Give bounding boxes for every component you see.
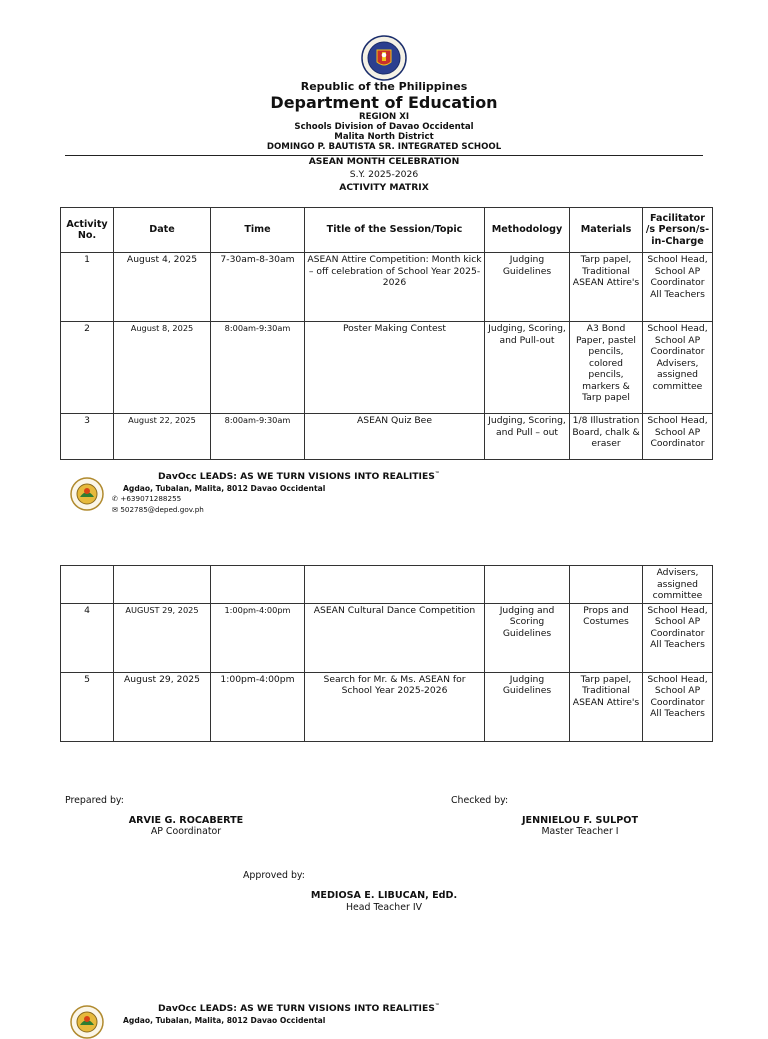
region-line: REGION XI	[358, 112, 410, 122]
table-row	[61, 414, 713, 460]
cell-materials: 1/8 Illustration Board, chalk & eraser	[570, 414, 643, 460]
cell-materials: Tarp papel, Traditional ASEAN Attire's	[570, 672, 643, 741]
table-row-continuation	[61, 566, 713, 604]
footer-email: 502785@deped.gov.ph	[120, 505, 204, 514]
cell-facilitator: School Head, School AP Coordinator All Teachers	[643, 672, 713, 741]
cell-date: AUGUST 29, 2025	[114, 603, 211, 672]
footer-phone: +639071288255	[120, 494, 182, 503]
cell-facilitator: Advisers, assigned committee	[643, 566, 713, 604]
table-row	[61, 603, 713, 672]
event-title: ASEAN MONTH CELEBRATION	[308, 156, 460, 167]
cell-facilitator: School Head, School AP Coordinator All Teachers	[643, 253, 713, 322]
cell-methodology: Judging Guidelines	[485, 253, 570, 322]
department-title: Department of Education	[270, 93, 498, 112]
cell-date: August 4, 2025	[114, 253, 211, 322]
table-header-row	[61, 208, 713, 253]
cell-title: ASEAN Quiz Bee	[305, 414, 485, 460]
footer-phone-line	[112, 494, 181, 503]
cell-no: 4	[61, 603, 114, 672]
sdo-davao-occidental-logo	[70, 1005, 104, 1039]
republic-line: Republic of the Philippines	[300, 80, 468, 93]
cell-date: August 29, 2025	[114, 672, 211, 741]
cell-time: 8:00am-9:30am	[211, 322, 305, 414]
footer-tagline: DavOcc LEADS: AS WE TURN VISIONS INTO REALITIES™	[158, 471, 440, 483]
approved-by-label: Approved by:	[243, 870, 305, 881]
prepared-by-role: AP Coordinator	[150, 826, 222, 837]
cell-methodology: Judging, Scoring, and Pull-out	[485, 322, 570, 414]
footer-email-line	[112, 505, 204, 514]
cell-facilitator: School Head, School AP Coordinator All Teachers	[643, 603, 713, 672]
cell-time: 1:00pm-4:00pm	[211, 672, 305, 741]
checked-by-role: Master Teacher I	[541, 826, 619, 837]
footer-tagline: DavOcc LEADS: AS WE TURN VISIONS INTO REALITIES™	[158, 1003, 440, 1015]
approved-by-role: Head Teacher IV	[345, 902, 422, 913]
cell-materials: Props and Costumes	[570, 603, 643, 672]
table-row	[61, 322, 713, 414]
cell-title: Poster Making Contest	[305, 322, 485, 414]
cell-title: Search for Mr. & Ms. ASEAN for School Year 2025-2026	[305, 672, 485, 741]
cell-time: 8:00am-9:30am	[211, 414, 305, 460]
header-materials: Materials	[570, 208, 643, 253]
cell-time: 1:00pm-4:00pm	[211, 603, 305, 672]
prepared-by-name: ARVIE G. ROCABERTE	[128, 815, 244, 826]
approved-by-name: MEDIOSA E. LIBUCAN, EdD.	[310, 890, 458, 901]
cell-date: August 22, 2025	[114, 414, 211, 460]
school-year: S.Y. 2025-2026	[349, 169, 419, 180]
deped-seal-logo	[361, 35, 407, 81]
cell-methodology: Judging Guidelines	[485, 672, 570, 741]
prepared-by-label: Prepared by:	[65, 795, 124, 806]
district-line: Malita North District	[334, 132, 434, 142]
cell-materials: A3 Bond Paper, pastel pencils, colored pencils, markers & Tarp papel	[570, 322, 643, 414]
cell-facilitator: School Head, School AP Coordinator	[643, 414, 713, 460]
cell-no: 3	[61, 414, 114, 460]
school-line: DOMINGO P. BAUTISTA SR. INTEGRATED SCHOOL	[266, 142, 502, 152]
footer-address: Agdao, Tubalan, Malita, 8012 Davao Occidental	[123, 1016, 326, 1025]
cell-facilitator: School Head, School AP Coordinator Advisers, assigned committee	[643, 322, 713, 414]
sdo-davao-occidental-logo	[70, 477, 104, 511]
cell-title: ASEAN Cultural Dance Competition	[305, 603, 485, 672]
cell-materials: Tarp papel, Traditional ASEAN Attire's	[570, 253, 643, 322]
cell-no: 2	[61, 322, 114, 414]
header-date: Date	[114, 208, 211, 253]
cell-date: August 8, 2025	[114, 322, 211, 414]
table-row	[61, 253, 713, 322]
checked-by-label: Checked by:	[451, 795, 509, 806]
cell-time: 7-30am-8-30am	[211, 253, 305, 322]
email-icon: ✉	[112, 505, 119, 514]
phone-icon: ✆	[112, 494, 119, 503]
activity-matrix-table-part1	[60, 207, 713, 460]
cell-no: 1	[61, 253, 114, 322]
document-title: ACTIVITY MATRIX	[339, 182, 429, 193]
footer-address: Agdao, Tubalan, Malita, 8012 Davao Occidental	[123, 484, 326, 493]
cell-methodology: Judging, Scoring, and Pull – out	[485, 414, 570, 460]
activity-matrix-table-part2	[60, 565, 713, 742]
header-methodology: Methodology	[485, 208, 570, 253]
table-row	[61, 672, 713, 741]
header-activity-no: Activity No.	[61, 208, 114, 253]
cell-title: ASEAN Attire Competition: Month kick – off celebration of School Year 2025-2026	[305, 253, 485, 322]
header-title: Title of the Session/Topic	[305, 208, 485, 253]
division-line: Schools Division of Davao Occidental	[294, 122, 474, 132]
cell-methodology: Judging and Scoring Guidelines	[485, 603, 570, 672]
header-facilitator: Facilitator /s Person/s-in-Charge	[643, 208, 713, 253]
checked-by-name: JENNIELOU F. SULPOT	[521, 815, 639, 826]
cell-no: 5	[61, 672, 114, 741]
header-time: Time	[211, 208, 305, 253]
